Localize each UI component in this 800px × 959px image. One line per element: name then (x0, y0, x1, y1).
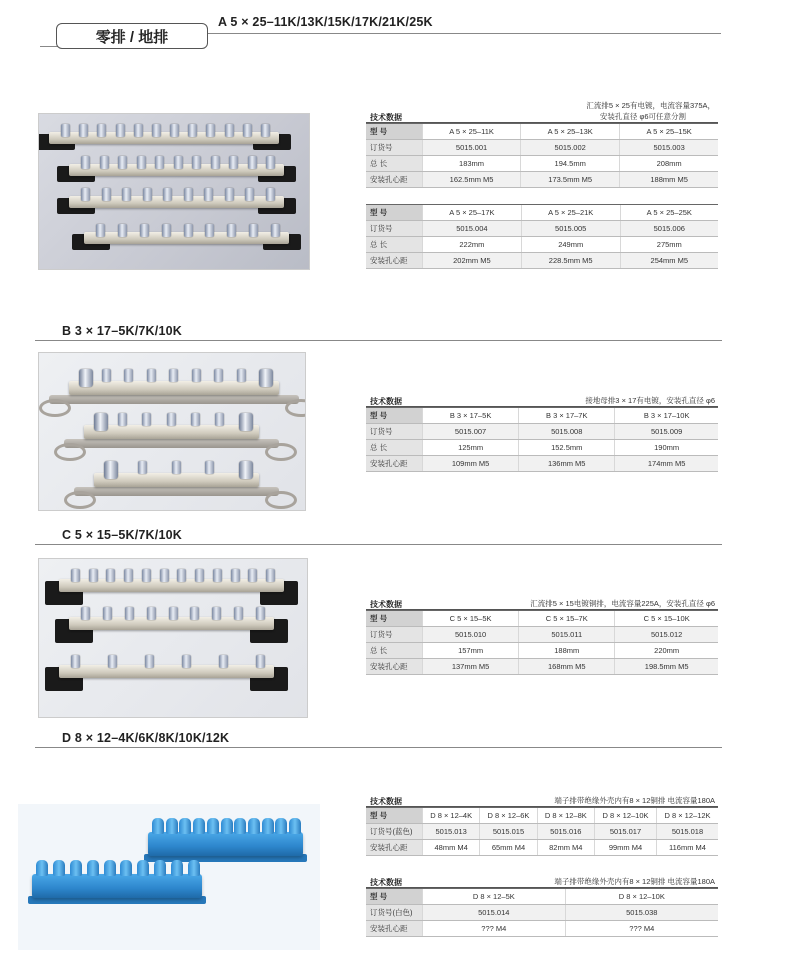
terminal-screw (102, 369, 111, 382)
terminal-screw (229, 156, 238, 169)
terminal-cap (289, 818, 301, 834)
row-label: 订货号 (366, 627, 423, 643)
section-d-note-1: 端子排带绝缘外壳内有8 × 12铜排 电流容量180A (554, 796, 715, 805)
table-cell: 5015.010 (423, 627, 519, 643)
terminal-screw (259, 369, 273, 387)
row-label: 型 号 (366, 205, 423, 221)
table-row (366, 408, 718, 424)
table-cell: 188mm M5 (620, 172, 718, 188)
terminal-screw (124, 569, 133, 582)
table-cell: 228.5mm M5 (521, 253, 620, 269)
terminal-screw (237, 369, 246, 382)
table-cell: 5015.007 (423, 424, 519, 440)
row-label: 型 号 (366, 124, 423, 140)
row-label: 订货号 (366, 221, 423, 237)
mounting-bracket (74, 487, 279, 496)
header-rule (206, 33, 721, 34)
terminal-screw (118, 224, 127, 237)
table-cell: 5015.009 (615, 424, 718, 440)
table-row (366, 124, 718, 140)
table-cell: 174mm M5 (615, 456, 718, 472)
terminal-screw (137, 156, 146, 169)
row-label: 订货号(蓝色) (366, 824, 423, 840)
tech-data-label: 技术数据 (370, 600, 402, 609)
table-cell: 188mm (519, 643, 615, 659)
table-cell: 5015.002 (521, 140, 620, 156)
table-cell: 5015.008 (519, 424, 615, 440)
table-cell: 5015.038 (565, 905, 718, 921)
table-cell: 5015.016 (537, 824, 594, 840)
table-cell: 5015.012 (615, 627, 718, 643)
table-cell: 275mm (620, 237, 718, 253)
table-cell: A 5 × 25–25K (620, 205, 718, 221)
terminal-screw (206, 124, 215, 137)
terminal-screw (118, 156, 127, 169)
table-cell: ??? M4 (565, 921, 718, 937)
terminal-screw (97, 124, 106, 137)
table-cell: A 5 × 25–15K (620, 124, 718, 140)
table-cell: B 3 × 17–7K (519, 408, 615, 424)
terminal-screw (79, 369, 93, 387)
spec-table-d1 (366, 807, 718, 856)
terminal-screw (122, 188, 131, 201)
terminal-screw (239, 413, 253, 431)
table-cell: ??? M4 (423, 921, 566, 937)
terminal-screw (214, 369, 223, 382)
terminal-screw (169, 607, 178, 620)
mounting-bracket (49, 395, 299, 404)
table-cell: 137mm M5 (423, 659, 519, 675)
table-cell: 162.5mm M5 (423, 172, 521, 188)
table-cell: D 8 × 12–10K (594, 808, 656, 824)
table-cell: C 5 × 15–7K (519, 611, 615, 627)
terminal-screw (163, 188, 172, 201)
terminal-screw (266, 188, 275, 201)
terminal-screw (192, 156, 201, 169)
table-row (366, 456, 718, 472)
table-cell: 173.5mm M5 (521, 172, 620, 188)
terminal-screw (205, 224, 214, 237)
terminal-cap (248, 818, 260, 834)
terminal-screw (81, 188, 90, 201)
table-cell: 198.5mm M5 (615, 659, 718, 675)
mounting-foot (265, 491, 297, 509)
table-cell: 5015.005 (521, 221, 620, 237)
terminal-screw (184, 188, 193, 201)
mounting-foot (265, 443, 297, 461)
terminal-screw (256, 655, 265, 668)
mounting-bracket (64, 439, 279, 448)
table-cell: 249mm (521, 237, 620, 253)
terminal-screw (219, 655, 228, 668)
section-a-note-1: 汇流排5 × 25有电镀，电流容量375A， (586, 101, 715, 110)
terminal-screw (190, 607, 199, 620)
table-cell: 5015.017 (594, 824, 656, 840)
table-cell: 136mm M5 (519, 456, 615, 472)
terminal-screw (177, 569, 186, 582)
tech-data-label: 技术数据 (370, 878, 402, 887)
terminal-screw (245, 188, 254, 201)
table-cell: 190mm (615, 440, 718, 456)
spec-table-c (366, 610, 718, 675)
table-cell: A 5 × 25–17K (423, 205, 522, 221)
terminal-screw (243, 124, 252, 137)
table-row (366, 140, 718, 156)
table-row (366, 424, 718, 440)
table-cell: 157mm (423, 643, 519, 659)
terminal-block (32, 874, 202, 898)
table-cell: C 5 × 15–10K (615, 611, 718, 627)
terminal-screw (125, 607, 134, 620)
terminal-cap (188, 860, 200, 876)
terminal-screw (195, 569, 204, 582)
table-cell: 125mm (423, 440, 519, 456)
terminal-screw (167, 413, 176, 426)
row-label: 订货号 (366, 424, 423, 440)
table-cell: D 8 × 12–4K (423, 808, 480, 824)
terminal-screw (192, 369, 201, 382)
terminal-screw (71, 655, 80, 668)
table-cell: 5015.018 (657, 824, 718, 840)
terminal-screw (142, 569, 151, 582)
table-cell: D 8 × 12–6K (480, 808, 537, 824)
terminal-screw (184, 224, 193, 237)
table-cell: 194.5mm (521, 156, 620, 172)
table-cell: 109mm M5 (423, 456, 519, 472)
section-d-rule (35, 747, 722, 748)
row-label: 总 长 (366, 440, 423, 456)
table-row (366, 659, 718, 675)
tech-data-label: 技术数据 (370, 113, 402, 122)
terminal-cap (207, 818, 219, 834)
section-b-note: 接地母排3 × 17有电镀，安装孔直径 φ6 (585, 396, 715, 405)
table-cell: 222mm (423, 237, 522, 253)
table-row (366, 440, 718, 456)
terminal-screw (79, 124, 88, 137)
table-cell: A 5 × 25–21K (521, 205, 620, 221)
table-cell: 152.5mm (519, 440, 615, 456)
terminal-cap (104, 860, 116, 876)
terminal-screw (155, 156, 164, 169)
terminal-screw (71, 569, 80, 582)
mounting-foot (54, 443, 86, 461)
section-c-rule (35, 544, 722, 545)
table-row (366, 643, 718, 659)
table-cell: B 3 × 17–5K (423, 408, 519, 424)
table-row (366, 237, 718, 253)
section-c-note: 汇流排5 × 15电镀铜排，电流容量225A，安装孔直径 φ6 (530, 599, 715, 608)
table-row (366, 808, 718, 824)
terminal-cap (70, 860, 82, 876)
terminal-screw (266, 569, 275, 582)
terminal-screw (81, 607, 90, 620)
terminal-screw (271, 224, 280, 237)
table-row (366, 921, 718, 937)
section-d-note-2: 端子排带绝缘外壳内有8 × 12铜排 电流容量180A (554, 877, 715, 886)
row-label: 型 号 (366, 808, 423, 824)
table-cell: 208mm (620, 156, 718, 172)
tech-data-label: 技术数据 (370, 397, 402, 406)
tech-data-label: 技术数据 (370, 797, 402, 806)
product-photo-c (38, 558, 308, 718)
mounting-foot (39, 399, 71, 417)
busbar (84, 425, 259, 439)
terminal-screw (81, 156, 90, 169)
busbar (59, 665, 274, 678)
spec-table-a2 (366, 204, 718, 269)
terminal-screw (116, 124, 125, 137)
table-cell: 5015.004 (423, 221, 522, 237)
terminal-screw (106, 569, 115, 582)
busbar (94, 473, 259, 487)
terminal-cap (120, 860, 132, 876)
terminal-screw (212, 607, 221, 620)
table-cell: 82mm M4 (537, 840, 594, 856)
terminal-screw (145, 655, 154, 668)
row-label: 安装孔心距 (366, 456, 423, 472)
terminal-screw (215, 413, 224, 426)
section-a-title: A 5 × 25–11K/13K/15K/17K/21K/25K (218, 15, 433, 29)
table-row (366, 840, 718, 856)
terminal-screw (61, 124, 70, 137)
section-c-title: C 5 × 15–5K/7K/10K (62, 528, 182, 542)
terminal-cap (166, 818, 178, 834)
table-cell: 254mm M5 (620, 253, 718, 269)
terminal-screw (172, 461, 181, 474)
terminal-screw (143, 188, 152, 201)
row-label: 总 长 (366, 643, 423, 659)
terminal-screw (160, 569, 169, 582)
terminal-screw (249, 224, 258, 237)
row-label: 安装孔心距 (366, 921, 423, 937)
terminal-cap (262, 818, 274, 834)
table-cell: D 8 × 12–5K (423, 889, 566, 905)
terminal-screw (142, 413, 151, 426)
row-label: 订货号 (366, 140, 423, 156)
terminal-screw (182, 655, 191, 668)
row-label: 安装孔心距 (366, 659, 423, 675)
terminal-screw (239, 461, 253, 479)
terminal-screw (100, 156, 109, 169)
terminal-screw (261, 124, 270, 137)
terminal-cap (87, 860, 99, 876)
terminal-screw (102, 188, 111, 201)
row-label: 型 号 (366, 408, 423, 424)
table-cell: D 8 × 12–8K (537, 808, 594, 824)
table-cell: 48mm M4 (423, 840, 480, 856)
terminal-cap (36, 860, 48, 876)
terminal-screw (174, 156, 183, 169)
terminal-screw (104, 461, 118, 479)
table-cell: D 8 × 12–12K (657, 808, 718, 824)
busbar (69, 381, 279, 395)
table-row (366, 253, 718, 269)
section-d-title: D 8 × 12–4K/6K/8K/10K/12K (62, 731, 230, 745)
table-cell: 5015.006 (620, 221, 718, 237)
terminal-screw (256, 607, 265, 620)
table-cell: 99mm M4 (594, 840, 656, 856)
terminal-screw (162, 224, 171, 237)
table-cell: 5015.003 (620, 140, 718, 156)
terminal-screw (205, 461, 214, 474)
terminal-screw (138, 461, 147, 474)
terminal-screw (225, 188, 234, 201)
product-photo-b (38, 352, 306, 511)
table-cell: 5015.011 (519, 627, 615, 643)
table-cell: 5015.013 (423, 824, 480, 840)
terminal-screw (147, 607, 156, 620)
terminal-cap (53, 860, 65, 876)
terminal-screw (108, 655, 117, 668)
terminal-screw (211, 156, 220, 169)
table-row (366, 611, 718, 627)
terminal-screw (134, 124, 143, 137)
section-b-title: B 3 × 17–5K/7K/10K (62, 324, 182, 338)
table-cell: C 5 × 15–5K (423, 611, 519, 627)
terminal-cap (171, 860, 183, 876)
terminal-screw (227, 224, 236, 237)
product-photo-d (18, 804, 320, 950)
terminal-screw (96, 224, 105, 237)
table-cell: D 8 × 12–10K (565, 889, 718, 905)
table-cell: 116mm M4 (657, 840, 718, 856)
terminal-cap (154, 860, 166, 876)
terminal-cap (179, 818, 191, 834)
terminal-screw (234, 607, 243, 620)
table-row (366, 156, 718, 172)
terminal-cap (275, 818, 287, 834)
row-label: 型 号 (366, 889, 423, 905)
table-row (366, 205, 718, 221)
terminal-screw (213, 569, 222, 582)
section-a-note-2: 安装孔直径 φ6可任意分割 (599, 112, 686, 121)
table-cell: 5015.015 (480, 824, 537, 840)
terminal-cap (152, 818, 164, 834)
product-photo-a (38, 113, 310, 270)
spec-table-d2 (366, 888, 718, 937)
table-cell: 183mm (423, 156, 521, 172)
terminal-screw (169, 369, 178, 382)
terminal-cap (193, 818, 205, 834)
terminal-screw (94, 413, 108, 431)
terminal-screw (147, 369, 156, 382)
table-cell: A 5 × 25–13K (521, 124, 620, 140)
terminal-screw (248, 156, 257, 169)
table-cell: 5015.001 (423, 140, 521, 156)
terminal-screw (188, 124, 197, 137)
mounting-foot (285, 399, 306, 417)
table-row (366, 172, 718, 188)
terminal-screw (225, 124, 234, 137)
terminal-screw (124, 369, 133, 382)
terminal-screw (231, 569, 240, 582)
table-cell: 5015.014 (423, 905, 566, 921)
row-label: 安装孔心距 (366, 172, 423, 188)
terminal-cap (234, 818, 246, 834)
row-label: 安装孔心距 (366, 840, 423, 856)
terminal-screw (204, 188, 213, 201)
terminal-screw (89, 569, 98, 582)
row-label: 总 长 (366, 156, 423, 172)
terminal-screw (170, 124, 179, 137)
terminal-cap (137, 860, 149, 876)
mounting-foot (64, 491, 96, 509)
table-cell: 65mm M4 (480, 840, 537, 856)
row-label: 总 长 (366, 237, 423, 253)
table-cell: 168mm M5 (519, 659, 615, 675)
terminal-cap (221, 818, 233, 834)
row-label: 订货号(白色) (366, 905, 423, 921)
spec-table-a1 (366, 123, 718, 188)
table-row (366, 905, 718, 921)
table-row (366, 221, 718, 237)
table-row (366, 824, 718, 840)
terminal-screw (152, 124, 161, 137)
terminal-screw (140, 224, 149, 237)
terminal-block (148, 832, 303, 856)
section-b-rule (35, 340, 722, 341)
row-label: 安装孔心距 (366, 253, 423, 269)
table-cell: 202mm M5 (423, 253, 522, 269)
terminal-screw (266, 156, 275, 169)
terminal-screw (248, 569, 257, 582)
table-cell: 220mm (615, 643, 718, 659)
table-row (366, 889, 718, 905)
row-label: 型 号 (366, 611, 423, 627)
terminal-screw (118, 413, 127, 426)
table-cell: A 5 × 25–11K (423, 124, 521, 140)
terminal-screw (103, 607, 112, 620)
table-row (366, 627, 718, 643)
terminal-screw (191, 413, 200, 426)
category-tag: 零排 / 地排 (56, 23, 208, 49)
table-cell: B 3 × 17–10K (615, 408, 718, 424)
spec-table-b (366, 407, 718, 472)
